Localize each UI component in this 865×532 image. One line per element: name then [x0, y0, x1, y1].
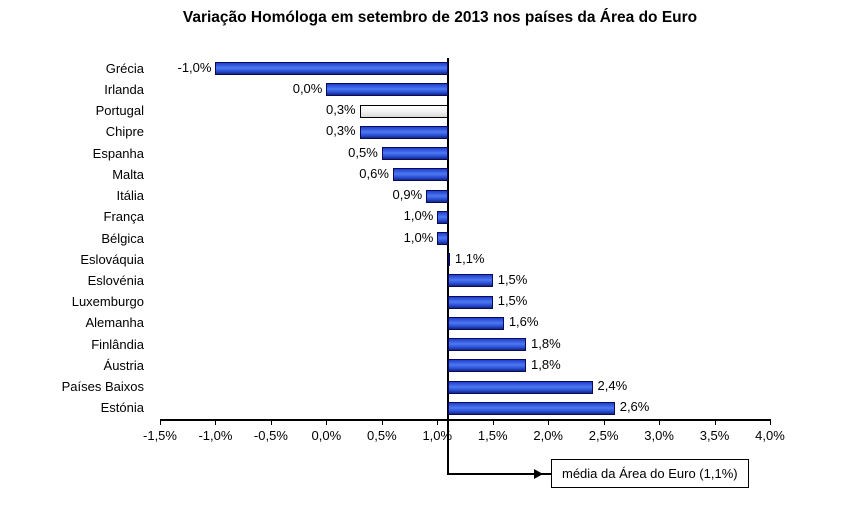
x-axis-tick [271, 419, 272, 425]
bar [448, 296, 492, 309]
bar [448, 274, 492, 287]
bar-value-label: 0,3% [325, 102, 356, 118]
x-axis-tick-label: -1,5% [143, 428, 177, 443]
x-axis-tick [215, 419, 216, 425]
bar [448, 359, 526, 372]
x-axis-tick [160, 419, 161, 425]
x-axis-tick-label: 3,5% [699, 428, 730, 443]
x-axis-tick-label: 2,0% [533, 428, 563, 443]
category-label: França [103, 209, 144, 225]
bar [437, 211, 448, 224]
x-axis-tick-label: 1,5% [477, 428, 508, 443]
bar [360, 126, 449, 139]
bar-value-label: 1,8% [531, 356, 561, 372]
category-label: Eslováquia [80, 251, 144, 267]
x-axis-tick [659, 419, 660, 425]
bar [393, 168, 448, 181]
bar-value-label: 0,0% [292, 80, 323, 96]
bar-value-label: 0,6% [359, 165, 389, 181]
category-label: Alemanha [85, 315, 144, 331]
category-axis-labels [0, 58, 152, 419]
bar [360, 105, 449, 118]
category-label: Portugal [95, 103, 144, 119]
bar-value-label: 1,0% [403, 208, 434, 224]
bar-value-label: 1,0% [403, 229, 434, 245]
x-axis-tick [604, 419, 605, 425]
x-axis-line [160, 419, 770, 421]
mean-annotation-arrow-icon [534, 469, 543, 479]
category-label: Espanha [92, 145, 144, 161]
bar [448, 381, 592, 394]
x-axis-tick-label: 3,0% [644, 428, 674, 443]
x-axis-tick [382, 419, 383, 425]
bar-value-label: 1,5% [497, 271, 528, 287]
category-label: Finlândia [91, 336, 144, 352]
category-label: Itália [116, 188, 144, 204]
x-axis-tick [770, 419, 771, 425]
bar [448, 402, 614, 415]
bar [448, 253, 450, 266]
chart-title: Variação Homóloga em setembro de 2013 nos países da Área do Euro [182, 9, 698, 26]
bar [326, 83, 448, 96]
x-axis-tick [548, 419, 549, 425]
bar [437, 232, 448, 245]
bar [215, 62, 448, 75]
category-label: Países Baixos [61, 379, 144, 395]
x-axis-tick-label: 2,5% [588, 428, 619, 443]
bar-value-label: 1,5% [497, 293, 528, 309]
category-label: Irlanda [104, 81, 144, 97]
x-axis-tick-label: 4,0% [755, 428, 785, 443]
x-axis-tick-label: -1,0% [198, 428, 233, 443]
x-axis-tick-label: -0,5% [253, 428, 288, 443]
category-label: Estónia [100, 400, 144, 416]
bar [448, 317, 503, 330]
category-label: Malta [112, 166, 144, 182]
x-axis-tick-label: 1,0% [422, 428, 453, 443]
x-axis-tick [437, 419, 438, 425]
bar-value-label: 0,5% [348, 144, 378, 160]
mean-annotation-box: média da Área do Euro (1,1%) [551, 459, 749, 488]
category-label: Áustria [103, 357, 144, 373]
bar-value-label: 0,9% [392, 187, 423, 203]
bar-value-label: 1,1% [454, 250, 485, 266]
category-label: Luxemburgo [71, 294, 144, 310]
x-axis-tick-label: 0,0% [311, 428, 342, 443]
x-axis-tick [715, 419, 716, 425]
x-axis-tick-label: 0,5% [366, 428, 397, 443]
bar-value-label: 1,8% [531, 335, 561, 351]
bar-value-label: 0,3% [325, 123, 356, 139]
bar-value-label: -1,0% [177, 59, 212, 75]
plot-area [160, 58, 770, 419]
category-label: Grécia [105, 60, 144, 76]
category-label: Bélgica [101, 230, 144, 246]
bar-value-label: 2,4% [597, 378, 628, 394]
x-axis-tick [326, 419, 327, 425]
bar-value-label: 2,6% [619, 399, 650, 415]
bar [382, 147, 449, 160]
category-label: Chipre [105, 124, 144, 140]
bar-value-label: 1,6% [508, 314, 539, 330]
bar [448, 338, 526, 351]
category-label: Eslovénia [87, 272, 144, 288]
x-axis-tick [493, 419, 494, 425]
bar [426, 190, 448, 203]
